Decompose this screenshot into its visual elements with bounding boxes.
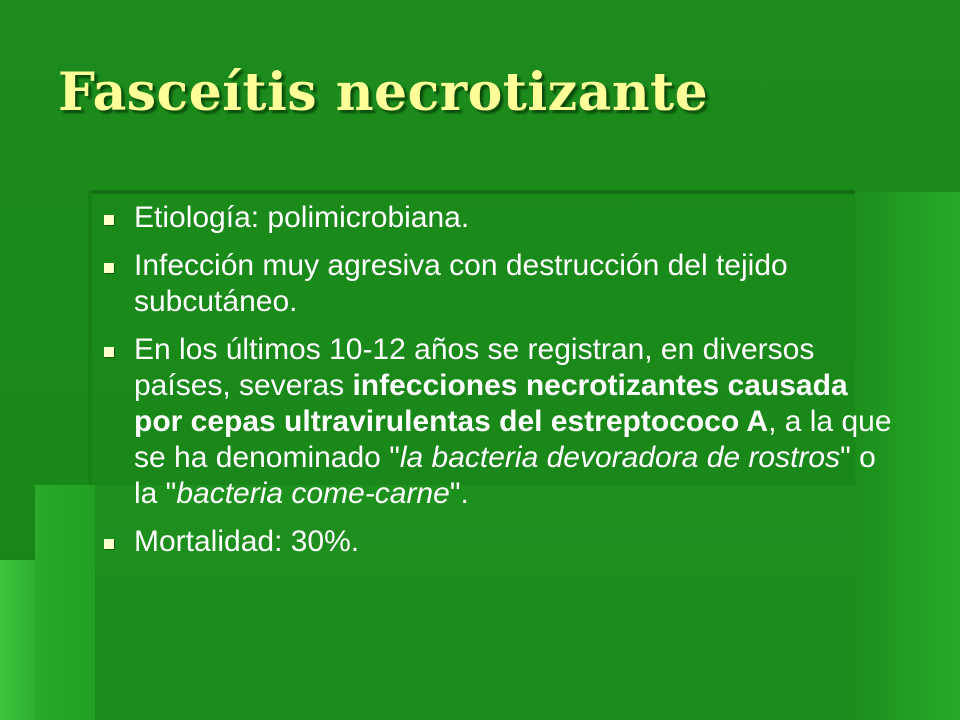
decor-bottom-panel — [35, 485, 95, 720]
decor-corner-panel — [0, 560, 35, 720]
bullet-item — [100, 200, 900, 236]
square-bullet-icon — [104, 215, 114, 225]
bullet-italic-text: la bacteria devoradora de rostros — [399, 441, 841, 474]
bullet-list — [100, 200, 900, 572]
square-bullet-icon — [104, 263, 114, 273]
bullet-text — [134, 333, 892, 510]
bullet-item — [100, 524, 900, 560]
decor-left-line — [88, 190, 92, 485]
bullet-text: Etiología: polimicrobiana. — [134, 201, 470, 234]
square-bullet-icon — [104, 539, 114, 549]
slide-title: Fasceítis necrotizante — [58, 62, 709, 123]
bullet-item — [100, 332, 900, 512]
bullet-bold-text: infecciones necrotizantes causada por cepas ultravirulentas del estreptococo A — [134, 369, 848, 438]
bullet-text-part: ". — [449, 477, 469, 510]
bullet-italic-text: bacteria come-carne — [176, 477, 450, 510]
bullet-text-part: En los últimos 10-12 años se registran, en diversos países, severas — [134, 333, 815, 402]
bullet-text: Mortalidad: 30%. — [134, 525, 360, 558]
bullet-text: Infección muy agresiva con destrucción del tejido subcutáneo. — [134, 249, 788, 318]
square-bullet-icon — [104, 347, 114, 357]
bullet-text-part: " o la " — [134, 441, 876, 510]
bullet-text-part: , a la que se ha denominado " — [134, 405, 892, 474]
decor-top-line — [90, 190, 855, 194]
bullet-item — [100, 248, 900, 320]
